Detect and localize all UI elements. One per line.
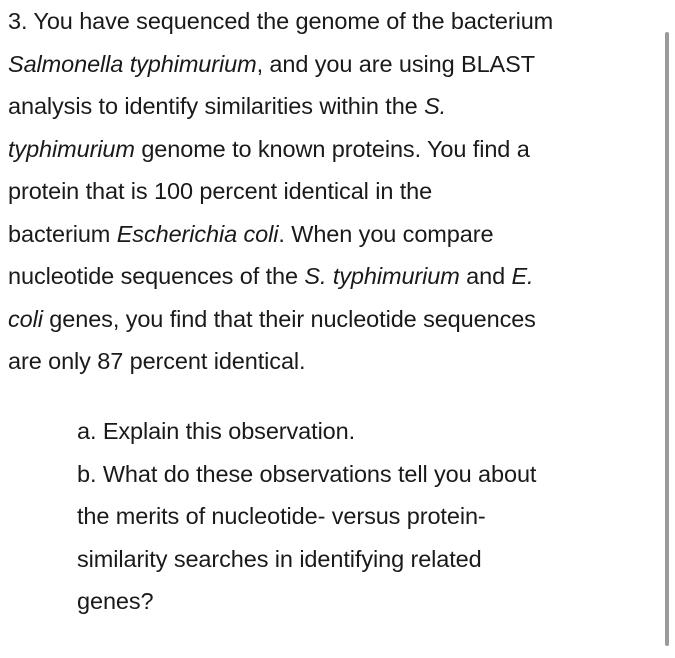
question-line xyxy=(8,213,648,256)
italic-species-name: coli xyxy=(8,305,43,332)
question-line xyxy=(8,43,648,86)
text-span: . When you compare xyxy=(278,220,494,247)
question-line xyxy=(8,340,648,383)
question-line xyxy=(8,128,648,171)
italic-species-name: Escherichia coli xyxy=(116,220,279,247)
subquestion-list xyxy=(77,410,637,623)
scrollbar-thumb[interactable] xyxy=(665,32,669,646)
italic-species-name: typhimurium xyxy=(8,135,135,162)
subquestion-b-continued: similarity searches in identifying related xyxy=(77,545,482,572)
text-span: analysis to identify similarities within the xyxy=(8,93,425,119)
subquestion-b-continued: genes? xyxy=(77,588,154,614)
text-span: nucleotide sequences of the xyxy=(8,263,305,289)
vertical-scrollbar[interactable] xyxy=(661,0,675,658)
question-line xyxy=(8,170,648,213)
question-line xyxy=(8,298,648,341)
question-line xyxy=(8,255,648,298)
text-span: are only 87 percent identical. xyxy=(8,348,306,374)
subquestion-b-continued: the merits of nucleotide- versus protein- xyxy=(77,503,486,529)
question-line xyxy=(8,0,648,43)
subquestion-a: a. Explain this observation. xyxy=(77,418,356,444)
question-line xyxy=(8,85,648,128)
italic-species-name: S. xyxy=(424,93,447,119)
italic-species-name: S. typhimurium xyxy=(304,263,460,289)
text-span: 3. You have sequenced the genome of the bacterium xyxy=(8,8,554,34)
text-span: , and you are using BLAST xyxy=(256,50,535,77)
subquestion-b: b. What do these observations tell you about xyxy=(77,460,537,487)
question-text xyxy=(8,0,648,383)
text-span: genes, you find that their nucleotide sequences xyxy=(42,305,536,332)
text-span: genome to known proteins. You find a xyxy=(134,135,530,162)
italic-species-name: E. xyxy=(511,263,534,289)
text-span: and xyxy=(459,263,512,289)
text-span: protein that is 100 percent identical in the xyxy=(8,178,433,204)
italic-species-name: Salmonella typhimurium xyxy=(8,50,257,77)
text-span: bacterium xyxy=(8,220,117,247)
